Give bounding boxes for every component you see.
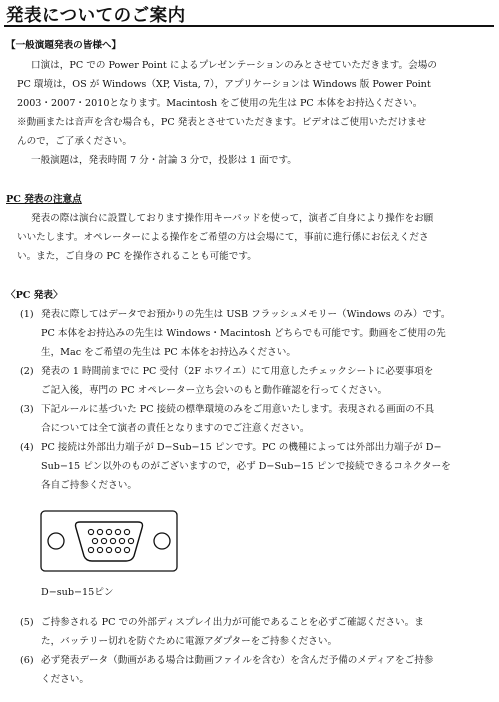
item-number: (6) xyxy=(20,655,34,666)
notes-heading: PC 発表の注意点 xyxy=(6,194,82,205)
general-line: PC 環境は，OS が Windows（XP, Vista, 7），アプリケーションは Windows 版 Power Point xyxy=(17,79,431,90)
item-number: (4) xyxy=(20,442,34,453)
item-line: PC 本体をお持込みの先生は Windows・Macintosh どちらでも可能です。動画をご使用の先 xyxy=(41,328,446,339)
item-line: 必ず発表データ（動画がある場合は動画ファイルを含む）を含んだ予備のメディアをご持参 xyxy=(41,655,434,666)
general-line: ※動画または音声を含む場合も，PC 発表とさせていただきます。ビデオはご使用いただけませ xyxy=(17,117,427,128)
item-line: 合については全て演者の責任となりますのでご注意ください。 xyxy=(41,423,310,434)
item-number: (3) xyxy=(20,404,34,415)
item-line: 各自ご持参ください。 xyxy=(41,480,137,491)
notes-line: い。また，ご自身の PC を操作されることも可能です。 xyxy=(17,251,257,262)
item-line: Sub−15 ピン以外のものがございますので，必ず D−Sub−15 ピンで接続できるコネクターを xyxy=(41,461,451,472)
general-line: んので，ご了承ください。 xyxy=(17,136,132,147)
title-divider xyxy=(4,25,494,27)
item-number: (1) xyxy=(20,309,34,320)
vga-connector-icon xyxy=(40,510,178,572)
item-line: 発表の 1 時間前までに PC 受付（2F ホワイエ）にて用意したチェックシートに必要事項を xyxy=(41,366,434,377)
page-title: 発表についてのご案内 xyxy=(6,6,186,26)
notes-line: 発表の際は演台に設置しております操作用キーパッドを使って，演者ご自身により操作をお願 xyxy=(31,213,434,224)
general-line: 一般演題は，発表時間 7 分・討論 3 分で，投影は 1 面です。 xyxy=(31,155,297,166)
item-line: 生，Mac をご希望の先生は PC 本体をお持込みください。 xyxy=(41,347,296,358)
notes-line: いいたします。オペレーターによる操作をご希望の方は会場にて，事前に進行係にお伝えくださ xyxy=(17,232,429,243)
item-line: 下記ルールに基づいた PC 接続の標準環境のみをご用意いたします。表現される画面の不具 xyxy=(41,404,435,415)
item-line: PC 接続は外部出力端子が D−Sub−15 ピンです。PC の機種によっては外部出力端子が D− xyxy=(41,442,442,453)
item-line: た，バッテリー切れを防ぐために電源アダプターをご持参ください。 xyxy=(41,636,338,647)
general-line: 口演は，PC での Power Point によるプレゼンテーションのみとさせていただきます。会場の xyxy=(31,60,437,71)
item-line: ご持参される PC での外部ディスプレイ出力が可能であることを必ずご確認ください。ま xyxy=(41,617,424,628)
item-line: ください。 xyxy=(41,674,89,685)
figure-caption: D−sub−15ピン xyxy=(41,587,114,598)
item-number: (5) xyxy=(20,617,34,628)
general-line: 2003・2007・2010となります。Macintosh をご使用の先生は PC 本体をお持込ください。 xyxy=(17,98,423,109)
pc-heading: 〈PC 発表〉 xyxy=(6,290,63,301)
item-line: 発表に際してはデータでお預かりの先生は USB フラッシュメモリー（Windows のみ）です。 xyxy=(41,309,451,320)
item-line: ご記入後，専門の PC オペレーター立ち会いのもと動作確認を行ってください。 xyxy=(41,385,388,396)
general-heading: 【一般演題発表の皆様へ】 xyxy=(6,40,122,51)
item-number: (2) xyxy=(20,366,34,377)
